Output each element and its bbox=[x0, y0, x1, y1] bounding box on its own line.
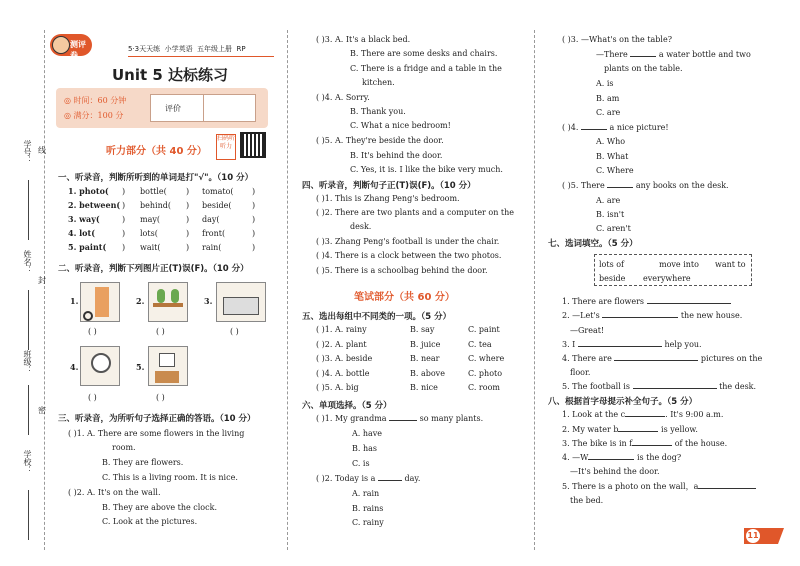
word-option: lots of bbox=[599, 260, 625, 269]
s1-item: 3. way( bbox=[68, 214, 100, 224]
s1-item: front( bbox=[202, 229, 226, 238]
table-plants-picture bbox=[148, 282, 188, 322]
s4-item: ( )4. There is a clock between the two photos. bbox=[316, 251, 502, 260]
blank[interactable] bbox=[614, 360, 698, 361]
s3-q3-c-cont: kitchen. bbox=[362, 78, 395, 87]
s1-row bbox=[68, 200, 278, 214]
s5-a: ( )1. A. rainy bbox=[316, 325, 367, 334]
s1-close: ) bbox=[186, 201, 190, 210]
s5-row bbox=[316, 353, 526, 368]
s5-a: ( )3. A. beside bbox=[316, 354, 373, 363]
column-divider-1 bbox=[287, 30, 288, 550]
bedroom-toys-picture bbox=[216, 282, 266, 322]
s5-c: C. tea bbox=[468, 339, 492, 349]
school-line bbox=[28, 490, 29, 540]
s3-q3-b: B. There are some desks and chairs. bbox=[350, 49, 498, 58]
pic-answer-1[interactable]: ( ) bbox=[88, 327, 97, 336]
word-option: move into bbox=[659, 260, 699, 269]
s5-row bbox=[316, 339, 526, 354]
s1-row bbox=[68, 214, 278, 228]
blank[interactable] bbox=[625, 416, 665, 417]
s1-item: day( bbox=[202, 215, 220, 224]
section-7-title: 七、选词填空。（5 分） bbox=[548, 239, 638, 249]
qr-code-icon[interactable] bbox=[240, 132, 266, 158]
logo-text: 测评卷 bbox=[70, 40, 86, 60]
s8-item-1: 1. Look at the c . It's 9:00 a.m. bbox=[562, 410, 724, 419]
s3-q2-a: ( )2. A. It's on the wall. bbox=[68, 488, 161, 497]
score-info: ◎ 满分：100 分 bbox=[64, 111, 124, 120]
s1-close: ) bbox=[122, 187, 126, 196]
s4-item: ( )2. There are two plants and a computer on the bbox=[316, 208, 515, 217]
name-line bbox=[28, 290, 29, 350]
evaluation-divider bbox=[203, 95, 204, 121]
s6-q4: ( )4. a nice picture! bbox=[562, 123, 669, 132]
s6-q2-c: C. rainy bbox=[352, 518, 384, 527]
mascot-icon bbox=[52, 36, 70, 54]
listening-title: 听力部分（共 40 分） bbox=[106, 146, 207, 157]
blank[interactable] bbox=[578, 346, 662, 347]
s1-close: ) bbox=[186, 229, 190, 238]
s8-item-5: 5. There is a photo on the wall，a bbox=[562, 481, 756, 492]
s6-q2-b: B. rains bbox=[352, 504, 384, 513]
s5-c: C. room bbox=[468, 383, 500, 392]
blank[interactable] bbox=[632, 445, 672, 446]
pic-answer-5[interactable]: ( ) bbox=[156, 393, 165, 402]
cut-mark-2: 封 bbox=[38, 276, 46, 285]
pic-num-5: 5. bbox=[136, 362, 145, 372]
s3-q3-a: ( )3. A. It's a black bed. bbox=[316, 35, 411, 44]
s3-q1-b: B. They are flowers. bbox=[102, 458, 184, 467]
s3-q3-c: C. There is a fridge and a table in the bbox=[350, 64, 502, 73]
word-option: everywhere bbox=[643, 274, 691, 283]
s1-close: ) bbox=[252, 187, 256, 196]
section-3-title: 三、听录音，为所听句子选择正确的答语。（10 分） bbox=[58, 414, 256, 424]
s7-item-3: 3. I help you. bbox=[562, 340, 702, 349]
s1-item: behind( bbox=[140, 201, 171, 210]
pic-num-1: 1. bbox=[70, 296, 79, 306]
s1-item: may( bbox=[140, 215, 160, 224]
s1-close: ) bbox=[252, 201, 256, 210]
s5-b: B. juice bbox=[410, 339, 441, 349]
s1-item: wait( bbox=[140, 243, 161, 252]
page-title: Unit 5 达标练习 bbox=[112, 66, 229, 84]
s1-close: ) bbox=[186, 243, 190, 252]
s1-close: ) bbox=[122, 215, 126, 224]
s6-q1-b: B. has bbox=[352, 444, 377, 453]
blank[interactable] bbox=[389, 420, 417, 421]
s1-item: tomato( bbox=[202, 187, 234, 196]
info-panel bbox=[56, 88, 268, 128]
s7-item-2: 2. —Let's the new house. bbox=[562, 311, 743, 320]
word-option: beside bbox=[599, 274, 626, 283]
s6-q5: ( )5. There any books on the desk. bbox=[562, 181, 729, 190]
s1-close: ) bbox=[252, 229, 256, 238]
s8-item-2: 2. My water b is yellow. bbox=[562, 425, 698, 434]
blank[interactable] bbox=[602, 317, 678, 318]
s1-close: ) bbox=[186, 187, 190, 196]
class-line bbox=[28, 385, 29, 435]
blank[interactable] bbox=[378, 480, 402, 481]
section-6-title: 六、单项选择。（5 分） bbox=[302, 401, 392, 411]
pic-num-3: 3. bbox=[204, 296, 213, 306]
logo-badge bbox=[50, 34, 92, 60]
s3-q5-c: C. Yes, it is. I like the bike very much. bbox=[350, 165, 503, 174]
s8-item-4: 4. —W is the dog? bbox=[562, 453, 682, 462]
pic-num-4: 4. bbox=[70, 362, 79, 372]
s6-q4-a: A. Who bbox=[596, 137, 626, 146]
student-id-label: 学号： bbox=[23, 140, 32, 164]
s7-item-4-cont: floor. bbox=[570, 368, 591, 377]
s1-close: ) bbox=[122, 229, 126, 238]
s6-q1-a: A. have bbox=[352, 429, 383, 438]
s1-row bbox=[68, 242, 278, 256]
s3-q1-a: ( )1. A. There are some flowers in the living bbox=[68, 429, 245, 438]
s8-item-3: 3. The bike is in f of the house. bbox=[562, 439, 728, 448]
blank[interactable] bbox=[588, 459, 634, 460]
pic-answer-3[interactable]: ( ) bbox=[230, 327, 239, 336]
s3-q1-c: C. This is a living room. It is nice. bbox=[102, 473, 238, 482]
s5-b: B. nice bbox=[410, 383, 438, 392]
s1-row bbox=[68, 186, 278, 200]
pic-num-2: 2. bbox=[136, 296, 145, 306]
cut-mark-1: 线 bbox=[38, 146, 46, 155]
photo-box-picture bbox=[148, 346, 188, 386]
s6-q3: ( )3. —What's on the table? bbox=[562, 35, 673, 44]
s3-q2-b: B. They are above the clock. bbox=[102, 503, 217, 512]
blank[interactable] bbox=[647, 303, 731, 304]
pic-answer-2[interactable]: ( ) bbox=[156, 327, 165, 336]
s1-item: 2. between( bbox=[68, 200, 121, 210]
s3-q4-c: C. What a nice bedroom! bbox=[350, 121, 451, 130]
section-4-title: 四、听录音，判断句子正(T)误(F)。（10 分） bbox=[302, 181, 476, 191]
s3-q1-a-cont: room. bbox=[112, 443, 136, 452]
s6-q4-b: B. What bbox=[596, 152, 629, 161]
s6-q3-a: A. is bbox=[596, 79, 614, 88]
cut-mark-3: 密 bbox=[38, 406, 46, 415]
s1-close: ) bbox=[122, 243, 126, 252]
s6-q2-a: A. rain bbox=[352, 489, 380, 498]
s7-item-2-reply: —Great! bbox=[570, 326, 605, 335]
blank[interactable] bbox=[581, 129, 607, 130]
s3-q2-c: C. Look at the pictures. bbox=[102, 517, 198, 526]
door-bike-picture bbox=[80, 282, 120, 322]
class-label: 班级： bbox=[23, 350, 32, 374]
blank[interactable] bbox=[633, 388, 717, 389]
s4-item: ( )3. Zhang Peng's football is under the chair. bbox=[316, 237, 500, 246]
scan-label: 扫码听听力 bbox=[216, 134, 236, 160]
s1-close: ) bbox=[252, 215, 256, 224]
s1-close: ) bbox=[122, 201, 126, 210]
section-5-table bbox=[316, 324, 526, 397]
name-label: 姓名： bbox=[23, 250, 32, 274]
s6-q2: ( )2. Today is a day. bbox=[316, 474, 421, 483]
header-rule bbox=[128, 56, 274, 57]
s1-item: rain( bbox=[202, 243, 222, 252]
s1-item: beside( bbox=[202, 201, 232, 210]
s6-q3-b: B. am bbox=[596, 94, 620, 103]
s1-row bbox=[68, 228, 278, 242]
s5-b: B. near bbox=[410, 354, 440, 363]
s4-item: ( )5. There is a schoolbag behind the door. bbox=[316, 266, 488, 275]
s7-item-1: 1. There are flowers bbox=[562, 296, 731, 307]
s1-item: 4. lot( bbox=[68, 228, 95, 238]
s6-q5-c: C. aren't bbox=[596, 224, 631, 233]
s6-q5-a: A. are bbox=[596, 196, 621, 205]
blank[interactable] bbox=[607, 187, 633, 188]
s4-item-cont: desk. bbox=[350, 222, 372, 231]
s5-c: C. photo bbox=[468, 368, 503, 378]
time-info: ◎ 时间：60 分钟 bbox=[64, 96, 127, 105]
s6-q4-c: C. Where bbox=[596, 166, 634, 175]
s4-item: ( )1. This is Zhang Peng's bedroom. bbox=[316, 194, 460, 203]
s6-q5-b: B. isn't bbox=[596, 210, 625, 219]
evaluation-box bbox=[150, 94, 256, 122]
s8-item-4-reply: —It's behind the door. bbox=[570, 467, 660, 476]
s6-q3-c: C. are bbox=[596, 108, 621, 117]
s1-item: 1. photo( bbox=[68, 186, 109, 196]
s5-c: C. paint bbox=[468, 325, 500, 334]
column-divider-2 bbox=[534, 30, 535, 550]
section-8-title: 八、根据首字母提示补全句子。（5 分） bbox=[548, 397, 698, 407]
s6-q1-c: C. is bbox=[352, 459, 370, 468]
s5-c: C. where bbox=[468, 354, 505, 363]
s5-row bbox=[316, 324, 526, 339]
s5-a: ( )2. A. plant bbox=[316, 339, 367, 349]
section-2-title: 二、听录音，判断下列图片正(T)误(F)。（10 分） bbox=[58, 264, 249, 274]
section-5-title: 五、选出每组中不同类的一项。（5 分） bbox=[302, 312, 452, 322]
blank[interactable] bbox=[698, 488, 756, 489]
word-option: want to bbox=[715, 260, 746, 269]
blank[interactable] bbox=[630, 56, 656, 57]
s8-item-5-cont: the bed. bbox=[570, 496, 604, 505]
s3-q4-b: B. Thank you. bbox=[350, 107, 406, 116]
s5-b: B. above bbox=[410, 368, 445, 378]
pic-answer-4[interactable]: ( ) bbox=[88, 393, 97, 402]
s5-row bbox=[316, 382, 526, 397]
header-series: 5·3天天练 小学英语 五年级上册 RP bbox=[128, 45, 246, 53]
s1-close: ) bbox=[252, 243, 256, 252]
word-bank bbox=[594, 254, 752, 286]
written-title: 笔试部分（共 60 分） bbox=[354, 292, 455, 303]
s6-q3-cont: plants on the table. bbox=[604, 64, 683, 73]
s6-q3-line: —There a water bottle and two bbox=[596, 50, 751, 59]
page-number: 11 bbox=[746, 529, 760, 543]
s7-item-5: 5. The football is the desk. bbox=[562, 382, 757, 391]
s7-item-4: 4. There are pictures on the bbox=[562, 354, 763, 363]
s6-q1: ( )1. My grandma so many plants. bbox=[316, 414, 484, 423]
s5-a: ( )5. A. big bbox=[316, 383, 359, 392]
s3-q5-b: B. It's behind the door. bbox=[350, 151, 443, 160]
s5-row bbox=[316, 368, 526, 383]
section-1-title: 一、听录音，判断所听到的单词是打"√"。（10 分） bbox=[58, 173, 254, 183]
section-1-table bbox=[68, 186, 278, 256]
binding-line bbox=[44, 30, 45, 550]
s5-b: B. say bbox=[410, 325, 435, 334]
student-id-line bbox=[28, 180, 29, 240]
blank[interactable] bbox=[618, 431, 658, 432]
s3-q5-a: ( )5. A. They're beside the door. bbox=[316, 136, 444, 145]
s3-q4-a: ( )4. A. Sorry. bbox=[316, 93, 370, 102]
s1-close: ) bbox=[186, 215, 190, 224]
clock-wall-picture bbox=[80, 346, 120, 386]
school-label: 学校： bbox=[23, 450, 32, 474]
s1-item: bottle( bbox=[140, 187, 167, 196]
s1-item: 5. paint( bbox=[68, 242, 107, 252]
s5-a: ( )4. A. bottle bbox=[316, 368, 370, 378]
evaluation-label: 评价 bbox=[165, 104, 181, 113]
s1-item: lots( bbox=[140, 229, 158, 238]
